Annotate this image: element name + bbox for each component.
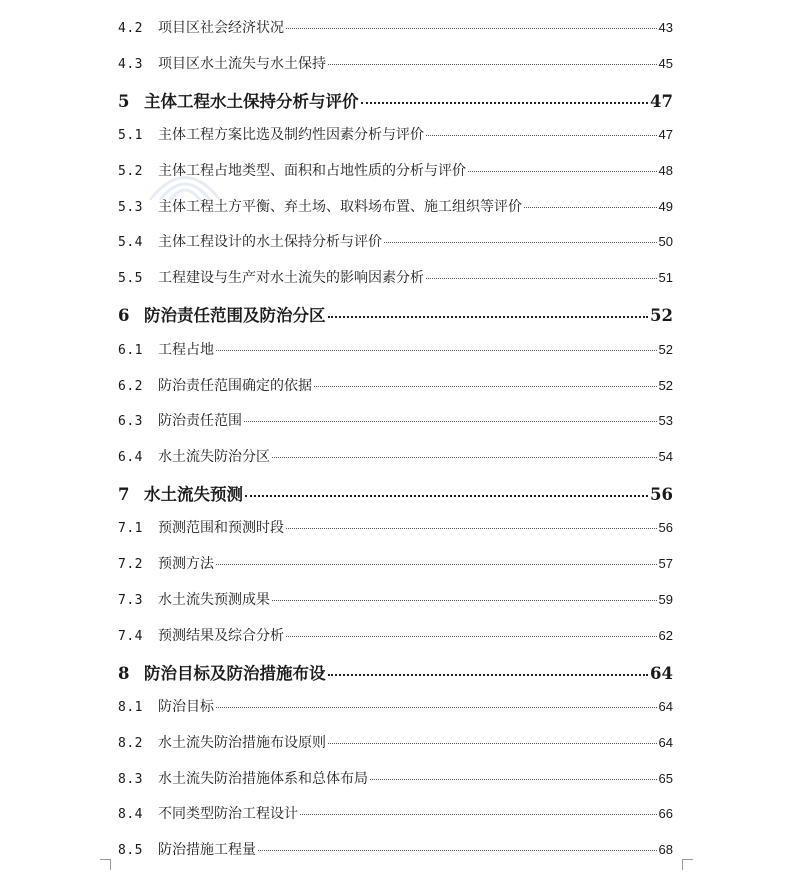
toc-entry-4-2[interactable] xyxy=(118,17,673,37)
dot-leader xyxy=(258,850,657,851)
toc-entry-number: 8.3 xyxy=(118,772,143,787)
toc-entry-number: 7.2 xyxy=(118,557,143,572)
toc-entry-page: 66 xyxy=(658,806,673,821)
toc-chapter-title: 水土流失预测 xyxy=(144,485,243,504)
toc-entry-title: 预测结果及综合分析 xyxy=(158,628,284,644)
toc-chapter-number: 8 xyxy=(118,664,130,683)
toc-entry-page: 68 xyxy=(658,842,673,857)
toc-entry-page: 49 xyxy=(658,199,673,214)
toc-entry-8-5[interactable] xyxy=(118,839,673,859)
toc-entry-page: 48 xyxy=(658,163,673,178)
toc-entry-7-1[interactable] xyxy=(118,517,673,537)
toc-chapter-page: 52 xyxy=(650,306,673,325)
toc-entry-number: 5.3 xyxy=(118,200,143,215)
toc-entry-7-4[interactable] xyxy=(118,625,673,645)
toc-entry-page: 65 xyxy=(658,771,673,786)
toc-entry-8-3[interactable] xyxy=(118,768,673,788)
dot-leader xyxy=(524,207,657,208)
toc-entry-title: 预测范围和预测时段 xyxy=(158,520,284,536)
dot-leader xyxy=(426,278,657,279)
toc-entry-number: 5.1 xyxy=(118,128,143,143)
toc-entry-7-2[interactable] xyxy=(118,553,673,573)
toc-entry-title: 不同类型防治工程设计 xyxy=(158,806,298,822)
toc-entry-title: 防治责任范围确定的依据 xyxy=(158,378,312,394)
toc-entry-title: 项目区社会经济状况 xyxy=(158,20,284,36)
toc-chapter-page: 64 xyxy=(650,664,673,683)
dot-leader xyxy=(328,64,657,65)
toc-chapter-title: 防治责任范围及防治分区 xyxy=(144,306,326,325)
dot-leader xyxy=(216,707,657,708)
toc-entry-page: 56 xyxy=(658,520,673,535)
dot-leader xyxy=(216,564,657,565)
toc-entry-8-1[interactable] xyxy=(118,696,673,716)
toc-entry-number: 7.4 xyxy=(118,629,143,644)
dot-leader xyxy=(216,350,657,351)
toc-entry-number: 6.2 xyxy=(118,379,143,394)
toc-entry-5-5[interactable] xyxy=(118,267,673,287)
dot-leader xyxy=(314,386,657,387)
toc-entry-number: 7.3 xyxy=(118,593,143,608)
toc-entry-number: 6.4 xyxy=(118,450,143,465)
toc-entry-number: 6.1 xyxy=(118,343,143,358)
dot-leader xyxy=(286,28,657,29)
toc-entry-number: 4.3 xyxy=(118,57,143,72)
toc-entry-5-2[interactable] xyxy=(118,160,673,180)
toc-chapter-number: 6 xyxy=(118,306,130,325)
toc-entry-title: 项目区水土流失与水土保持 xyxy=(158,56,326,72)
toc-entry-page: 52 xyxy=(658,378,673,393)
toc-entry-title: 水土流失预测成果 xyxy=(158,592,270,608)
toc-entry-title: 主体工程土方平衡、弃土场、取料场布置、施工组织等评价 xyxy=(158,199,522,215)
toc-entry-title: 工程占地 xyxy=(158,342,214,358)
dot-leader xyxy=(245,495,648,497)
toc-chapter-title: 主体工程水土保持分析与评价 xyxy=(144,92,359,111)
toc-entry-page: 50 xyxy=(658,234,673,249)
page-corner-mark xyxy=(682,859,693,870)
toc-entry-number: 6.3 xyxy=(118,414,143,429)
toc-entry-title: 工程建设与生产对水土流失的影响因素分析 xyxy=(158,270,424,286)
toc-entry-number: 5.2 xyxy=(118,164,143,179)
toc-entry-title: 主体工程方案比选及制约性因素分析与评价 xyxy=(158,127,424,143)
dot-leader xyxy=(286,636,657,637)
toc-entry-page: 59 xyxy=(658,592,673,607)
toc-entry-number: 7.1 xyxy=(118,521,143,536)
toc-entry-title: 防治措施工程量 xyxy=(158,842,256,858)
toc-entry-page: 52 xyxy=(658,342,673,357)
toc-chapter-number: 5 xyxy=(118,92,130,111)
toc-entry-page: 57 xyxy=(658,556,673,571)
toc-chapter-5[interactable] xyxy=(118,88,673,112)
dot-leader xyxy=(384,242,657,243)
dot-leader xyxy=(244,421,657,422)
toc-entry-title: 防治责任范围 xyxy=(158,413,242,429)
toc-entry-page: 64 xyxy=(658,735,673,750)
page-corner-mark xyxy=(100,859,111,870)
toc-chapter-page: 56 xyxy=(650,485,673,504)
toc-entry-6-4[interactable] xyxy=(118,446,673,466)
toc-entry-number: 8.2 xyxy=(118,736,143,751)
toc-entry-number: 5.5 xyxy=(118,271,143,286)
toc-entry-6-2[interactable] xyxy=(118,375,673,395)
dot-leader xyxy=(426,135,657,136)
toc-entry-title: 水土流失防治分区 xyxy=(158,449,270,465)
dot-leader xyxy=(328,743,657,744)
toc-entry-number: 8.5 xyxy=(118,843,143,858)
dot-leader xyxy=(272,600,657,601)
toc-entry-5-4[interactable] xyxy=(118,231,673,251)
toc-chapter-number: 7 xyxy=(118,485,130,504)
toc-entry-number: 4.2 xyxy=(118,21,143,36)
toc-entry-page: 43 xyxy=(658,20,673,35)
dot-leader xyxy=(286,528,657,529)
dot-leader xyxy=(468,171,657,172)
dot-leader xyxy=(361,102,649,104)
toc-entry-number: 5.4 xyxy=(118,235,143,250)
toc-entry-title: 主体工程占地类型、面积和占地性质的分析与评价 xyxy=(158,163,466,179)
toc-entry-page: 45 xyxy=(658,56,673,71)
toc-chapter-6[interactable] xyxy=(118,302,673,326)
toc-chapter-8[interactable] xyxy=(118,660,673,684)
toc-entry-title: 预测方法 xyxy=(158,556,214,572)
toc-entry-title: 水土流失防治措施布设原则 xyxy=(158,735,326,751)
toc-entry-4-3[interactable] xyxy=(118,53,673,73)
toc-chapter-7[interactable] xyxy=(118,481,673,505)
toc-entry-5-3[interactable] xyxy=(118,196,673,216)
toc-entry-5-1[interactable] xyxy=(118,124,673,144)
toc-entry-number: 8.4 xyxy=(118,807,143,822)
dot-leader xyxy=(370,779,657,780)
dot-leader xyxy=(272,457,657,458)
toc-entry-page: 62 xyxy=(658,628,673,643)
toc-chapter-page: 47 xyxy=(650,92,673,111)
toc-entry-8-4[interactable] xyxy=(118,803,673,823)
toc-entry-number: 8.1 xyxy=(118,700,143,715)
toc-chapter-title: 防治目标及防治措施布设 xyxy=(144,664,326,683)
dot-leader xyxy=(300,814,657,815)
toc-entry-page: 54 xyxy=(658,449,673,464)
toc-entry-title: 主体工程设计的水土保持分析与评价 xyxy=(158,234,382,250)
toc-entry-6-1[interactable] xyxy=(118,339,673,359)
toc-entry-title: 防治目标 xyxy=(158,699,214,715)
toc-entry-page: 51 xyxy=(658,270,673,285)
toc-entry-page: 47 xyxy=(658,127,673,142)
toc-entry-8-2[interactable] xyxy=(118,732,673,752)
toc-entry-title: 水土流失防治措施体系和总体布局 xyxy=(158,771,368,787)
toc-entry-7-3[interactable] xyxy=(118,589,673,609)
dot-leader xyxy=(328,316,649,318)
toc-entry-page: 53 xyxy=(658,413,673,428)
dot-leader xyxy=(328,674,649,676)
toc-entry-6-3[interactable] xyxy=(118,410,673,430)
toc-entry-page: 64 xyxy=(658,699,673,714)
